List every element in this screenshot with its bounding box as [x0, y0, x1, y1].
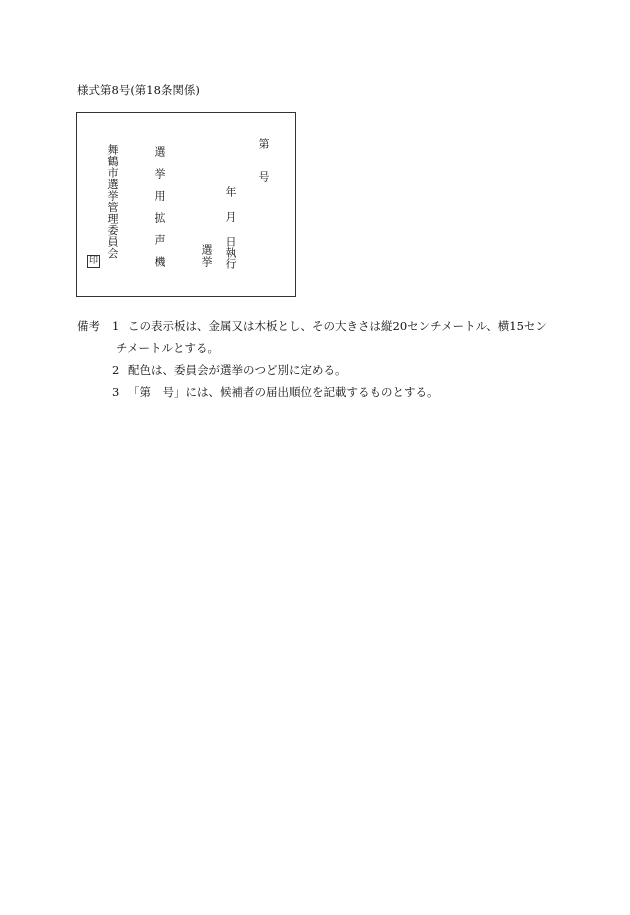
date-rest: 日執行 — [224, 236, 237, 269]
note-number: 1 — [112, 319, 120, 333]
note-indent — [77, 359, 112, 381]
note-text: 「第 号」には、候補者の届出順位を記載するものとする。 — [128, 385, 439, 399]
note-item — [77, 381, 557, 403]
form-title: 様式第8号(第18条関係) — [77, 83, 200, 97]
note-item — [77, 315, 557, 337]
note-indent — [77, 381, 112, 403]
notes-heading: 備考 — [77, 319, 100, 333]
device-name: 選挙用拡声機 — [153, 146, 166, 278]
date-month: 月 — [224, 211, 237, 222]
note-number: 2 — [112, 363, 120, 377]
committee-name: 舞鶴市選挙管理委員会 — [106, 144, 119, 259]
number-label — [258, 138, 269, 182]
note-text: この表示板は、金属又は木板とし、その大きさは縦20センチメートル、横15セン — [128, 319, 547, 333]
sign-board-diagram — [76, 112, 296, 297]
note-text-continued: チメートルとする。 — [116, 341, 220, 355]
election-date — [225, 186, 236, 269]
note-number: 3 — [112, 385, 120, 399]
election-word: 選挙 — [200, 244, 213, 268]
seal-mark: 印 — [88, 256, 98, 266]
notes-section — [77, 315, 557, 403]
note-item — [77, 359, 557, 381]
date-year: 年 — [224, 186, 237, 197]
note-text: 配色は、委員会が選挙のつど別に定める。 — [128, 363, 347, 377]
number-second: 号 — [257, 171, 270, 182]
number-first: 第 — [257, 138, 270, 149]
